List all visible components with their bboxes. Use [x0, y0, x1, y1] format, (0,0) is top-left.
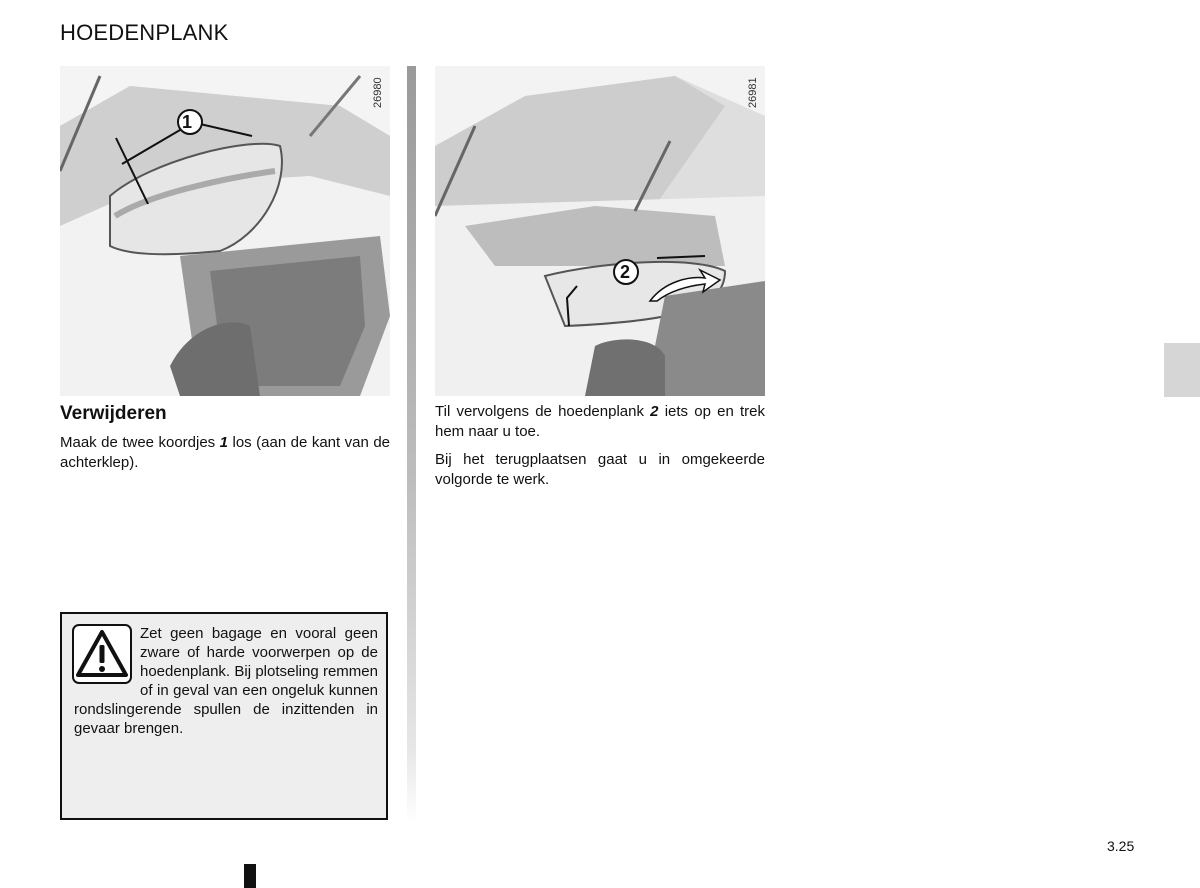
remove-instructions — [60, 433, 390, 473]
warning-icon-spacer — [74, 624, 140, 686]
figure-1-photo — [60, 66, 390, 396]
refit-instructions: Bij het terugplaatsen gaat u in omgekeerde volgorde te werk. — [435, 451, 765, 488]
remove-text-before: Maak de twee koordjes — [60, 434, 220, 451]
section-heading: Verwijderen — [60, 403, 167, 424]
figure-2-photo — [435, 66, 765, 396]
column-divider — [407, 66, 416, 822]
figure-2-code: 26981 — [747, 77, 759, 108]
warning-box — [60, 612, 388, 820]
crop-mark — [244, 864, 256, 888]
figure-1-code: 26980 — [372, 77, 384, 108]
warning-text: Zet geen bagage en vooral geen zware of harde voorwerpen op de hoedenplank. Bij plotseling remmen of in geval van een ongeluk kunnen rondslingerende spullen de inzittenden in gevaar brengen. — [74, 625, 378, 737]
figure-2-callout: 2 — [620, 262, 631, 282]
page-number: 3.25 — [1107, 838, 1135, 854]
parcel-shelf-reference: 2 — [650, 403, 659, 420]
lift-text-before: Til vervolgens de hoedenplank — [435, 403, 651, 420]
figure-1-callout: 1 — [182, 112, 193, 132]
remove-text-after: los (aan de kant van de achterklep). — [60, 434, 390, 471]
page-title: HOEDENPLANK — [60, 20, 229, 45]
lift-text-after: iets op en trek hem naar u toe. — [435, 403, 765, 440]
chapter-tab — [1164, 343, 1200, 397]
warning-message — [74, 624, 378, 738]
cord-reference: 1 — [219, 434, 229, 451]
lift-instructions — [435, 402, 765, 442]
